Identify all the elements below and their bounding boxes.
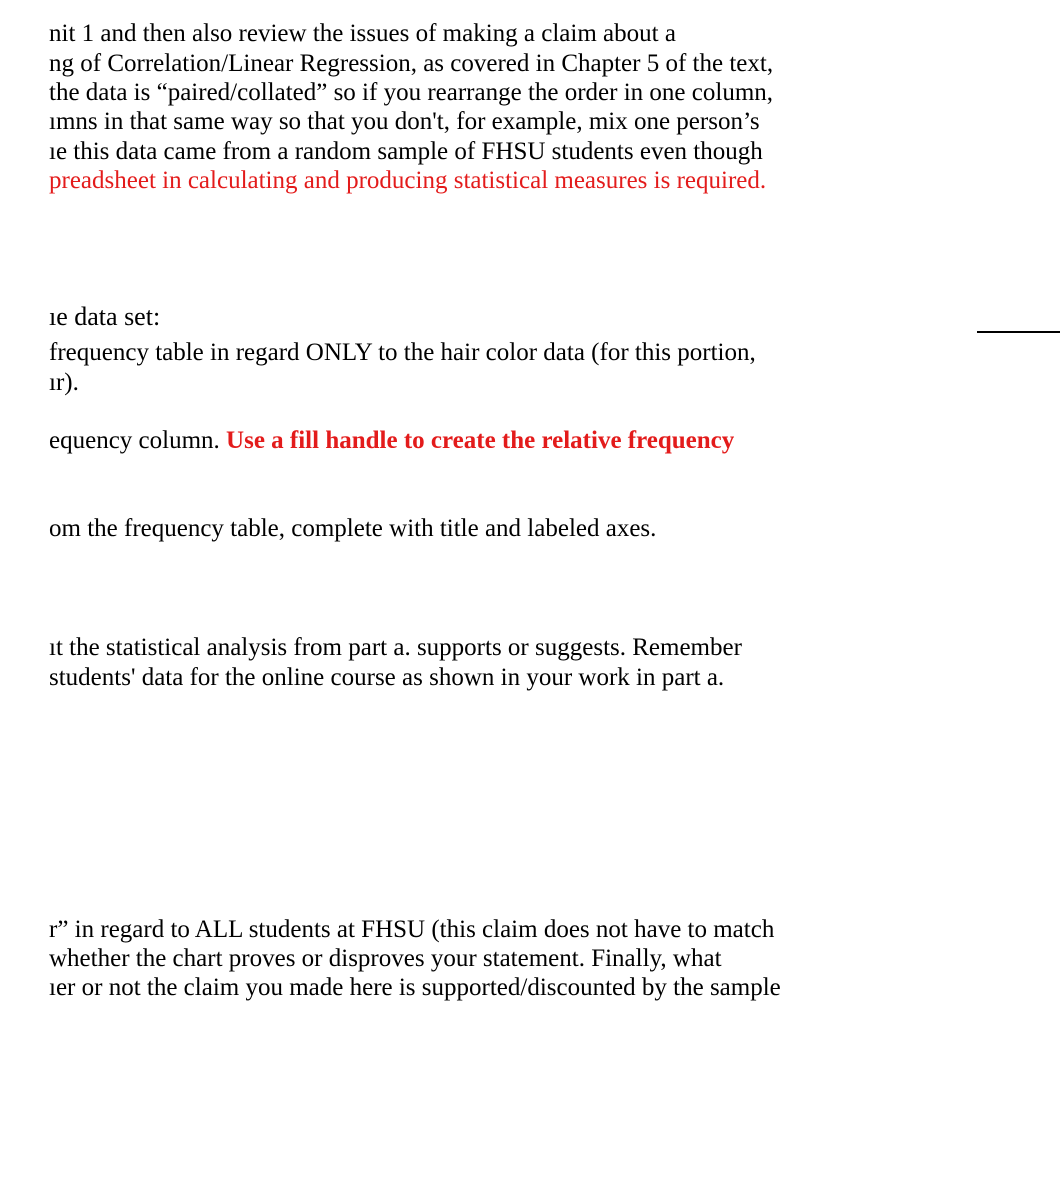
data-set-heading: ıe data set: [49, 302, 161, 331]
text-line: ıt the statistical analysis from part a. supports or suggests. Remember [49, 634, 742, 661]
text-line: whether the chart proves or disproves your statement. Finally, what [49, 945, 722, 972]
text-line: ıer or not the claim you made here is supported/discounted by the sample [49, 974, 781, 1001]
text-line: students' data for the online course as shown in your work in part a. [49, 664, 725, 691]
text-line: the data is “paired/collated” so if you rearrange the order in one column, [49, 79, 774, 106]
fill-handle-emphasis: Use a fill handle to create the relative frequency [226, 427, 735, 454]
text-line: ır). [49, 369, 79, 396]
requirement-line: preadsheet in calculating and producing statistical measures is required. [49, 167, 767, 194]
text-line: frequency table in regard ONLY to the hair color data (for this portion, [49, 339, 756, 366]
horizontal-rule [977, 331, 1060, 333]
relative-frequency-instruction [49, 428, 734, 453]
text-line: ng of Correlation/Linear Regression, as covered in Chapter 5 of the text, [49, 50, 774, 77]
text-line: r” in regard to ALL students at FHSU (this claim does not have to match [49, 916, 775, 943]
text-line: ımns in that same way so that you don't, for example, mix one person’s [49, 108, 760, 135]
text-line: nit 1 and then also review the issues of making a claim about a [49, 20, 676, 47]
text-line: ıe this data came from a random sample of FHSU students even though [49, 138, 763, 165]
chart-instruction: om the frequency table, complete with title and labeled axes. [49, 515, 657, 542]
text-segment: equency column. [49, 427, 227, 454]
